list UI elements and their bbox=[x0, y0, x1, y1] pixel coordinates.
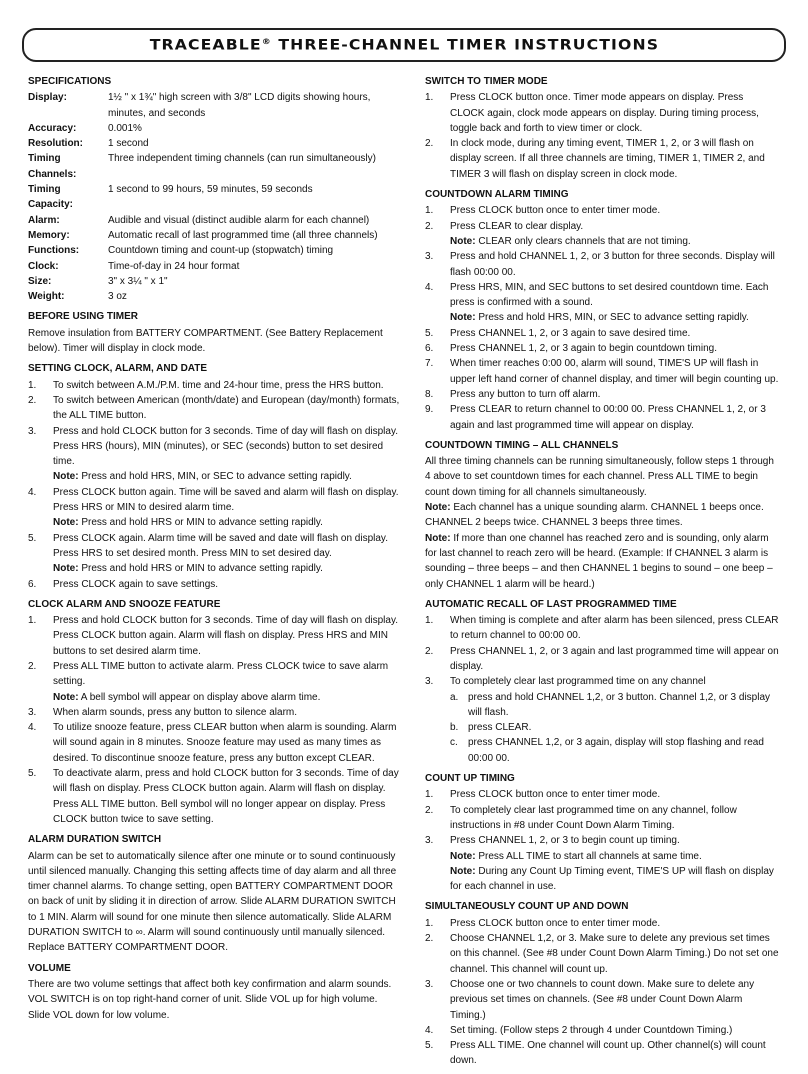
item-number: 2. bbox=[425, 138, 434, 150]
title-banner bbox=[22, 28, 786, 62]
spec-row bbox=[28, 228, 400, 243]
recall-list bbox=[425, 613, 780, 766]
specifications-section bbox=[28, 74, 400, 304]
list-item bbox=[425, 387, 780, 402]
spec-value: 3 oz bbox=[108, 291, 127, 303]
page-title: TRACEABLE® THREE-CHANNEL TIMER INSTRUCTIONS bbox=[149, 36, 659, 54]
item-text: Press CLOCK button once to enter timer mode. bbox=[450, 789, 661, 801]
item-body bbox=[450, 203, 780, 218]
list-item bbox=[28, 766, 400, 827]
list-item bbox=[425, 219, 780, 250]
spec-value: Three independent timing channels (can run simultaneously) bbox=[108, 153, 376, 165]
spec-row bbox=[28, 90, 400, 121]
spec-row bbox=[28, 289, 400, 304]
list-item bbox=[28, 531, 400, 577]
count-up-list bbox=[425, 787, 780, 894]
spec-value: 3" x 3¼ " x 1" bbox=[108, 275, 168, 287]
list-item bbox=[425, 787, 780, 802]
item-number: 4. bbox=[425, 281, 434, 293]
list-item bbox=[425, 613, 780, 644]
item-body bbox=[450, 1038, 780, 1069]
spec-label: Functions: bbox=[28, 245, 80, 257]
countdown-alarm-section bbox=[425, 187, 780, 433]
list-item bbox=[425, 249, 780, 280]
item-body bbox=[53, 424, 400, 485]
item-number: 1. bbox=[28, 615, 37, 627]
item-number: 7. bbox=[425, 358, 434, 370]
item-note bbox=[53, 515, 400, 530]
item-body bbox=[53, 393, 400, 424]
note-text: Press and hold HRS or MIN to advance setting rapidly. bbox=[81, 563, 323, 575]
item-text: Press ALL TIME button to activate alarm. Press CLOCK twice to save alarm setting. bbox=[53, 660, 389, 688]
spec-value: Audible and visual (distinct audible alarm for each channel) bbox=[108, 214, 370, 226]
item-number: 5. bbox=[425, 327, 434, 339]
item-body bbox=[450, 931, 780, 977]
item-body bbox=[450, 644, 780, 675]
alarm-snooze-list bbox=[28, 613, 400, 827]
spec-label: Display: bbox=[28, 92, 67, 104]
note-text: Press and hold HRS or MIN to advance setting rapidly. bbox=[81, 517, 323, 529]
list-item bbox=[425, 644, 780, 675]
item-text: To deactivate alarm, press and hold CLOCK button for 3 seconds. Time of day will flash on display. Press CLOCK button again. Alarm will flash on display. Press ALL TIME button. Bell symbol will no longer appear on display. Press CLOCK button twice to save setting. bbox=[53, 768, 399, 825]
note-label: Note: bbox=[53, 517, 79, 529]
list-item bbox=[425, 402, 780, 433]
recall-section bbox=[425, 597, 780, 766]
spec-label: Clock: bbox=[28, 260, 59, 272]
list-item bbox=[425, 1038, 780, 1069]
item-text: When alarm sounds, press any button to silence alarm. bbox=[53, 706, 298, 718]
all-channels-note-2: Note: If more than one channel has reached zero and is sounding, only alarm for last channel to reach zero will be heard. (Example: If CHANNEL 3 alarm is sounding – three beeps – and then CHANNEL 1 begins to sound – one beep – only CHANNEL 1 alarm will be heard.) bbox=[425, 532, 773, 590]
item-text: Press and hold CLOCK button for 3 seconds. Time of day will flash on display. Press CLOCK button again. Alarm will flash on display. Press HRS and MIN buttons to set desired alarm time. bbox=[53, 615, 398, 657]
note-label: Note: bbox=[53, 691, 79, 703]
item-body bbox=[450, 1023, 780, 1038]
item-number: 5. bbox=[28, 532, 37, 544]
item-number: 2. bbox=[425, 804, 434, 816]
spec-value: 1 second to 99 hours, 59 minutes, 59 seconds bbox=[108, 184, 313, 196]
list-item bbox=[425, 203, 780, 218]
item-text: Press and hold CLOCK button for 3 seconds. Time of day will flash on display. Press HRS (hours), MIN (minutes), or SEC (seconds) button to set desired time. bbox=[53, 425, 398, 468]
item-text: Set timing. (Follow steps 2 through 4 under Countdown Timing.) bbox=[450, 1024, 733, 1036]
alarm-duration-heading: ALARM DURATION SWITCH bbox=[28, 834, 162, 846]
item-body bbox=[450, 803, 780, 834]
item-number: 3. bbox=[28, 706, 37, 718]
list-item bbox=[425, 1023, 780, 1038]
item-text: Choose CHANNEL 1,2, or 3. Make sure to delete any previous set times on this channel. (See #8 under Count Down Alarm Timing.) Do not set one channel. This channel will count up. bbox=[450, 933, 779, 975]
note-text: During any Count Up Timing event, TIME'S UP will flash on display for each channel in use. bbox=[450, 865, 774, 893]
item-text: When timing is complete and after alarm has been silenced, press CLEAR to return channel to 00:00 00. bbox=[450, 615, 779, 642]
item-body bbox=[450, 326, 780, 341]
item-body bbox=[450, 916, 780, 931]
list-item bbox=[28, 720, 400, 766]
spec-value: 1½ " x 1¾" high screen with 3/8" LCD digits showing hours, minutes, and seconds bbox=[108, 92, 371, 119]
item-note bbox=[53, 469, 400, 484]
note-label: Note: bbox=[53, 471, 79, 483]
item-number: 2. bbox=[425, 220, 434, 232]
item-text: Press HRS, MIN, and SEC buttons to set desired countdown time. Each press is confirmed with a sound. bbox=[450, 281, 769, 309]
item-number: 5. bbox=[425, 1040, 434, 1052]
item-number: 9. bbox=[425, 404, 434, 416]
item-text: When timer reaches 0:00 00, alarm will sound, TIME'S UP will flash in upper left hand corner of channel display, and timer will begin counting up. bbox=[450, 358, 779, 385]
simultaneous-list bbox=[425, 916, 780, 1069]
spec-label: Timing Capacity: bbox=[28, 184, 74, 211]
item-body bbox=[53, 485, 400, 531]
item-number: 2. bbox=[425, 645, 434, 657]
spec-row bbox=[28, 182, 400, 213]
item-text: To completely clear last programmed time on any channel bbox=[450, 676, 706, 688]
note-text: A bell symbol will appear on display above alarm time. bbox=[80, 691, 321, 703]
sub-item-text: press and hold CHANNEL 1,2, or 3 button. Channel 1,2, or 3 display will flash. bbox=[468, 691, 771, 718]
spec-row bbox=[28, 243, 400, 258]
item-number: 1. bbox=[425, 917, 434, 929]
sub-item-letter: b. bbox=[450, 722, 459, 734]
left-column bbox=[28, 74, 400, 1028]
all-channels-heading: COUNTDOWN TIMING – ALL CHANNELS bbox=[425, 439, 619, 451]
item-number: 1. bbox=[425, 789, 434, 801]
alarm-duration-section bbox=[28, 832, 400, 955]
sub-item-text: press CHANNEL 1,2, or 3 again, display will stop flashing and read 00:00 00. bbox=[468, 737, 764, 764]
item-number: 1. bbox=[425, 205, 434, 217]
item-text: Choose one or two channels to count down. Make sure to delete any previous set times on channels. (See #8 under Count Down Alarm Timing.) bbox=[450, 978, 755, 1021]
spec-value: Time-of-day in 24 hour format bbox=[108, 260, 240, 272]
item-number: 3. bbox=[425, 676, 434, 688]
item-body bbox=[450, 387, 780, 402]
spec-label: Alarm: bbox=[28, 214, 60, 226]
spec-label: Weight: bbox=[28, 291, 65, 303]
item-note bbox=[450, 310, 780, 325]
alarm-duration-text: Alarm can be set to automatically silence after one minute or to sound continuously until silenced manually. Changing this setting affects time of day alarm and all three timer channel alarms. To change setting, open BATTERY COMPARTMENT DOOR on back of unit by sliding it in direction of arrow. Slide ALARM DURATION SWITCH to 1 MIN. Alarm will sound for one minute then silence automatically. Slide ALARM DURATION SWITCH to ∞. Alarm will sound continuously until manually silenced. Replace BATTERY COMPARTMENT DOOR. bbox=[28, 850, 397, 954]
note-text: Press ALL TIME to start all channels at same time. bbox=[478, 850, 702, 862]
item-text: Press CLOCK again. Alarm time will be saved and date will flash on display. Press HRS to set desired month. Press MIN to set desired day. bbox=[53, 532, 388, 559]
item-text: Press CLEAR to return channel to 00:00 00. Press CHANNEL 1, 2, or 3 again and last programmed time will appear on display. bbox=[450, 404, 766, 431]
recall-heading: AUTOMATIC RECALL OF LAST PROGRAMMED TIME bbox=[425, 598, 677, 610]
spec-value: 0.001% bbox=[108, 122, 142, 134]
list-item bbox=[425, 803, 780, 834]
item-text: Press CHANNEL 1, 2, or 3 again to begin countdown timing. bbox=[450, 343, 717, 355]
item-text: Press CLOCK button once to enter timer mode. bbox=[450, 205, 661, 217]
item-body bbox=[53, 577, 400, 592]
item-note bbox=[450, 849, 780, 864]
item-number: 8. bbox=[425, 388, 434, 400]
item-text: Press CHANNEL 1, 2, or 3 again to save desired time. bbox=[450, 327, 691, 339]
item-body bbox=[53, 378, 400, 393]
countdown-alarm-list bbox=[425, 203, 780, 432]
item-number: 6. bbox=[28, 578, 37, 590]
list-item bbox=[425, 90, 780, 136]
item-body bbox=[450, 833, 780, 894]
item-body bbox=[450, 219, 780, 250]
item-body bbox=[450, 613, 780, 644]
item-number: 2. bbox=[28, 394, 37, 406]
list-item bbox=[425, 280, 780, 326]
before-using-text: Remove insulation from BATTERY COMPARTMENT. (See Battery Replacement below). Timer will display in clock mode. bbox=[28, 327, 383, 355]
item-number: 2. bbox=[425, 933, 434, 945]
list-item bbox=[28, 577, 400, 592]
item-number: 1. bbox=[425, 615, 434, 627]
sub-list bbox=[450, 690, 780, 766]
setting-clock-heading: SETTING CLOCK, ALARM, AND DATE bbox=[28, 363, 208, 375]
item-body bbox=[450, 977, 780, 1023]
item-number: 3. bbox=[28, 425, 37, 437]
item-number: 6. bbox=[425, 343, 434, 355]
before-using-section bbox=[28, 309, 400, 356]
spec-label: Size: bbox=[28, 275, 52, 287]
sub-item bbox=[450, 735, 780, 766]
note-label: Note: bbox=[450, 235, 476, 247]
note-text: Press and hold HRS, MIN, or SEC to advance setting rapidly. bbox=[81, 471, 352, 483]
spec-label: Accuracy: bbox=[28, 122, 77, 134]
item-text: In clock mode, during any timing event, TIMER 1, 2, or 3 will flash on display screen. If all three channels are timing, TIMER 1, TIMER 2, and TIMER 3 will flash on display screen in clock mode. bbox=[450, 138, 765, 180]
item-text: To utilize snooze feature, press CLEAR button when alarm is sounding. Alarm will sound again in 8 minutes. Snooze feature may used as many times as desired. To discontinue snooze feature, press any button except CLEAR. bbox=[53, 722, 397, 764]
spec-row bbox=[28, 259, 400, 274]
list-item bbox=[425, 833, 780, 894]
item-text: Press and hold CHANNEL 1, 2, or 3 button for three seconds. Display will flash 00:00 00. bbox=[450, 251, 775, 278]
switch-timer-list bbox=[425, 90, 780, 182]
sub-item-text: press CLEAR. bbox=[468, 722, 532, 734]
list-item bbox=[28, 705, 400, 720]
item-body bbox=[450, 402, 780, 433]
setting-clock-section bbox=[28, 361, 400, 591]
item-number: 3. bbox=[425, 835, 434, 847]
spec-value: Automatic recall of last programmed time (all three channels) bbox=[108, 229, 378, 241]
item-text: To completely clear last programmed time on any channel, follow instructions in #8 under Count Down Alarm Timing. bbox=[450, 804, 737, 831]
item-body bbox=[53, 613, 400, 659]
list-item bbox=[425, 136, 780, 182]
all-channels-text: All three timing channels can be running simultaneously, follow steps 1 through 4 above to set countdown times for each channel. Press ALL TIME to begin count down timing for all channels simultaneously. bbox=[425, 456, 774, 498]
sub-item-letter: c. bbox=[450, 737, 458, 749]
sub-item-letter: a. bbox=[450, 691, 459, 703]
simultaneous-heading: SIMULTANEOUSLY COUNT UP AND DOWN bbox=[425, 901, 629, 913]
list-item bbox=[425, 977, 780, 1023]
item-text: Press CLOCK button once. Timer mode appears on display. Press CLOCK again, clock mode appears on display. During timing process, toggle back and forth to view timer or clock. bbox=[450, 92, 759, 134]
item-number: 1. bbox=[28, 379, 37, 391]
item-number: 4. bbox=[28, 486, 37, 498]
note-label: Note: bbox=[450, 850, 476, 862]
note-label: Note: bbox=[450, 865, 476, 877]
all-channels-note-1: Note: Each channel has a unique sounding alarm. CHANNEL 1 beeps once. CHANNEL 2 beeps twice. CHANNEL 3 beeps three times. bbox=[425, 502, 764, 529]
item-number: 1. bbox=[425, 92, 434, 104]
item-note bbox=[450, 864, 780, 895]
item-text: Press ALL TIME. One channel will count up. Other channel(s) will count down. bbox=[450, 1040, 766, 1067]
list-item bbox=[425, 341, 780, 356]
item-text: Press CHANNEL 1, 2, or 3 again and last programmed time will appear on display. bbox=[450, 645, 779, 672]
specifications-heading: SPECIFICATIONS bbox=[28, 76, 112, 87]
spec-row bbox=[28, 151, 400, 182]
list-item bbox=[28, 378, 400, 393]
note-label: Note: bbox=[450, 312, 476, 324]
spec-row bbox=[28, 213, 400, 228]
item-body bbox=[450, 674, 780, 766]
countdown-alarm-heading: COUNTDOWN ALARM TIMING bbox=[425, 189, 569, 201]
list-item bbox=[425, 916, 780, 931]
spec-label: Resolution: bbox=[28, 138, 83, 150]
item-number: 2. bbox=[28, 660, 37, 672]
sub-item bbox=[450, 690, 780, 721]
item-body bbox=[53, 766, 400, 827]
item-text: To switch between A.M./P.M. time and 24-hour time, press the HRS button. bbox=[53, 379, 384, 391]
list-item bbox=[425, 326, 780, 341]
item-number: 4. bbox=[425, 1024, 434, 1036]
item-body bbox=[53, 720, 400, 766]
note-text: Press and hold HRS, MIN, or SEC to advance setting rapidly. bbox=[478, 312, 749, 324]
list-item bbox=[28, 424, 400, 485]
spec-row bbox=[28, 274, 400, 289]
item-body bbox=[53, 659, 400, 705]
item-text: Press CLOCK again to save settings. bbox=[53, 578, 219, 590]
right-column bbox=[425, 74, 780, 1074]
item-number: 4. bbox=[28, 722, 37, 734]
volume-text: There are two volume settings that affect both key confirmation and alarm sounds. VOL SWITCH is on top right-hand corner of unit. Slide VOL up for high volume. Slide VOL down for low volume. bbox=[28, 978, 392, 1021]
simultaneous-section bbox=[425, 899, 780, 1068]
spec-label: Timing Channels: bbox=[28, 153, 77, 180]
spec-value: Countdown timing and count-up (stopwatch) timing bbox=[108, 245, 334, 257]
item-note bbox=[53, 690, 400, 705]
item-note bbox=[450, 234, 780, 249]
list-item bbox=[425, 931, 780, 977]
item-body bbox=[450, 341, 780, 356]
switch-timer-section bbox=[425, 74, 780, 182]
count-up-section bbox=[425, 771, 780, 894]
item-number: 5. bbox=[28, 768, 37, 780]
spec-value: 1 second bbox=[108, 138, 149, 150]
list-item bbox=[28, 659, 400, 705]
switch-timer-heading: SWITCH TO TIMER MODE bbox=[425, 76, 548, 87]
spec-label: Memory: bbox=[28, 229, 70, 241]
count-up-heading: COUNT UP TIMING bbox=[425, 773, 515, 785]
sub-item bbox=[450, 720, 780, 735]
item-body bbox=[450, 249, 780, 280]
volume-section bbox=[28, 961, 400, 1023]
list-item bbox=[425, 356, 780, 387]
all-channels-section bbox=[425, 438, 780, 592]
note-text: CLEAR only clears channels that are not timing. bbox=[478, 235, 691, 247]
item-body bbox=[450, 90, 780, 136]
volume-heading: VOLUME bbox=[28, 962, 71, 974]
item-number: 3. bbox=[425, 978, 434, 990]
item-body bbox=[53, 705, 400, 720]
item-text: Press CLOCK button once to enter timer mode. bbox=[450, 917, 661, 929]
list-item bbox=[28, 613, 400, 659]
spec-row bbox=[28, 136, 400, 151]
item-body bbox=[450, 136, 780, 182]
item-text: Press CLOCK button again. Time will be saved and alarm will flash on display. Press HRS or MIN to desired alarm time. bbox=[53, 486, 399, 514]
spec-row bbox=[28, 121, 400, 136]
alarm-snooze-section bbox=[28, 597, 400, 827]
list-item bbox=[28, 485, 400, 531]
note-label: Note: bbox=[53, 563, 79, 575]
item-text: Press any button to turn off alarm. bbox=[450, 388, 601, 400]
item-number: 3. bbox=[425, 251, 434, 263]
item-text: Press CLEAR to clear display. bbox=[450, 220, 584, 232]
item-text: Press CHANNEL 1, 2, or 3 to begin count up timing. bbox=[450, 835, 680, 847]
list-item bbox=[28, 393, 400, 424]
alarm-snooze-heading: CLOCK ALARM AND SNOOZE FEATURE bbox=[28, 598, 221, 610]
before-using-heading: BEFORE USING TIMER bbox=[28, 311, 139, 323]
item-text: To switch between American (month/date) and European (day/month) formats, the ALL TIME button. bbox=[53, 394, 400, 422]
item-body bbox=[53, 531, 400, 577]
item-body bbox=[450, 280, 780, 326]
list-item bbox=[425, 674, 780, 766]
item-note bbox=[53, 561, 400, 576]
item-body bbox=[450, 356, 780, 387]
item-body bbox=[450, 787, 780, 802]
setting-clock-list bbox=[28, 378, 400, 592]
